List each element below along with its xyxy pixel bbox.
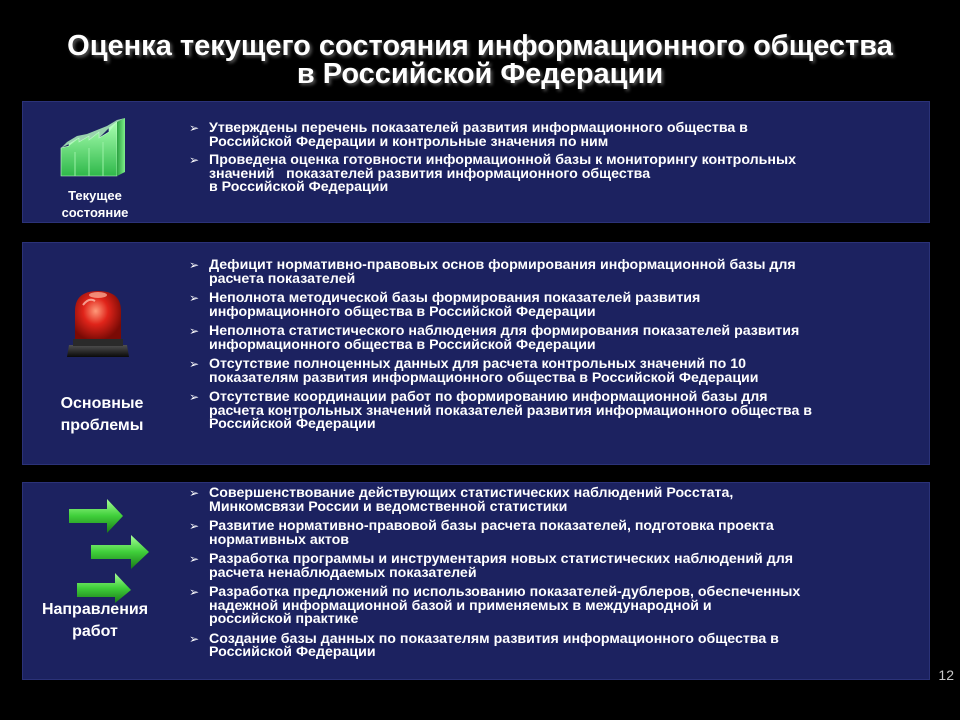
arrows-icon — [67, 499, 151, 608]
title-line-1: Оценка текущего состояния информационного общества — [67, 30, 893, 62]
page-number: 12 — [938, 667, 954, 683]
main-problems-label: Основные проблемы — [60, 395, 144, 434]
list-item: ➢ Отсутствие координации работ по формированию информационной базы для расчета контрольных значений показателей развития информационного общества в Российской Федерации — [189, 389, 812, 432]
current-state-label: Текущее состояние — [61, 188, 129, 220]
list-item: ➢ Развитие нормативно-правовой базы расчета показателей, подготовка проекта нормативных актов — [189, 518, 774, 548]
bullet-arrow-icon: ➢ — [189, 552, 200, 566]
list-item: ➢ Неполнота статистического наблюдения для формирования показателей развития информационного общества в Российской Федерации — [189, 323, 800, 353]
list-item: ➢ Создание базы данных по показателям развития информационного общества в Российской Федерации — [189, 630, 779, 660]
bullet-arrow-icon: ➢ — [189, 357, 200, 371]
work-directions-list — [189, 487, 909, 666]
siren-icon — [65, 287, 131, 364]
title-line-2: в Российской Федерации — [296, 58, 664, 90]
bar-chart-icon — [57, 118, 129, 183]
main-problems-panel — [22, 242, 930, 465]
bullet-arrow-icon: ➢ — [189, 291, 200, 305]
main-problems-list — [189, 259, 909, 438]
list-item: ➢ Совершенствование действующих статистических наблюдений Росстата, Минкомсвязи России и ведомственной статистики — [189, 485, 734, 515]
bullet-arrow-icon: ➢ — [189, 585, 200, 599]
current-state-panel — [22, 101, 930, 223]
bullet-arrow-icon: ➢ — [189, 324, 200, 338]
list-item: ➢ Разработка предложений по использованию показателей-дублеров, обеспеченных надежной информационной базой и применяемых в международной и российской практике — [189, 584, 801, 627]
work-directions-panel — [22, 482, 930, 680]
bullet-arrow-icon: ➢ — [189, 121, 200, 135]
list-item: ➢ Дефицит нормативно-правовых основ формирования информационной базы для расчета показателей — [189, 257, 796, 287]
slide-title — [0, 32, 960, 88]
list-item: ➢ Разработка программы и инструментария новых статистических наблюдений для расчета ненаблюдаемых показателей — [189, 551, 794, 581]
list-item: ➢ Проведена оценка готовности информационной базы к мониторингу контрольных значений показателей развития информационного общества в Российской Федерации — [189, 152, 796, 195]
bullet-arrow-icon: ➢ — [189, 519, 200, 533]
bullet-arrow-icon: ➢ — [189, 390, 200, 404]
bullet-arrow-icon: ➢ — [189, 258, 200, 272]
bullet-arrow-icon: ➢ — [189, 153, 200, 167]
bullet-arrow-icon: ➢ — [189, 631, 200, 646]
list-item: ➢ Неполнота методической базы формирования показателей развития информационного общества в Российской Федерации — [189, 290, 701, 320]
bullet-arrow-icon: ➢ — [189, 486, 200, 500]
current-state-list — [189, 122, 909, 200]
work-directions-label: Направления работ — [41, 601, 149, 640]
list-item: ➢ Утверждены перечень показателей развития информационного общества в Российской Федерации и контрольные значения по ним — [189, 120, 748, 150]
list-item: ➢ Отсутствие полноценных данных для расчета контрольных значений по 10 показателям развития информационного общества в Российской Федерации — [189, 356, 759, 386]
